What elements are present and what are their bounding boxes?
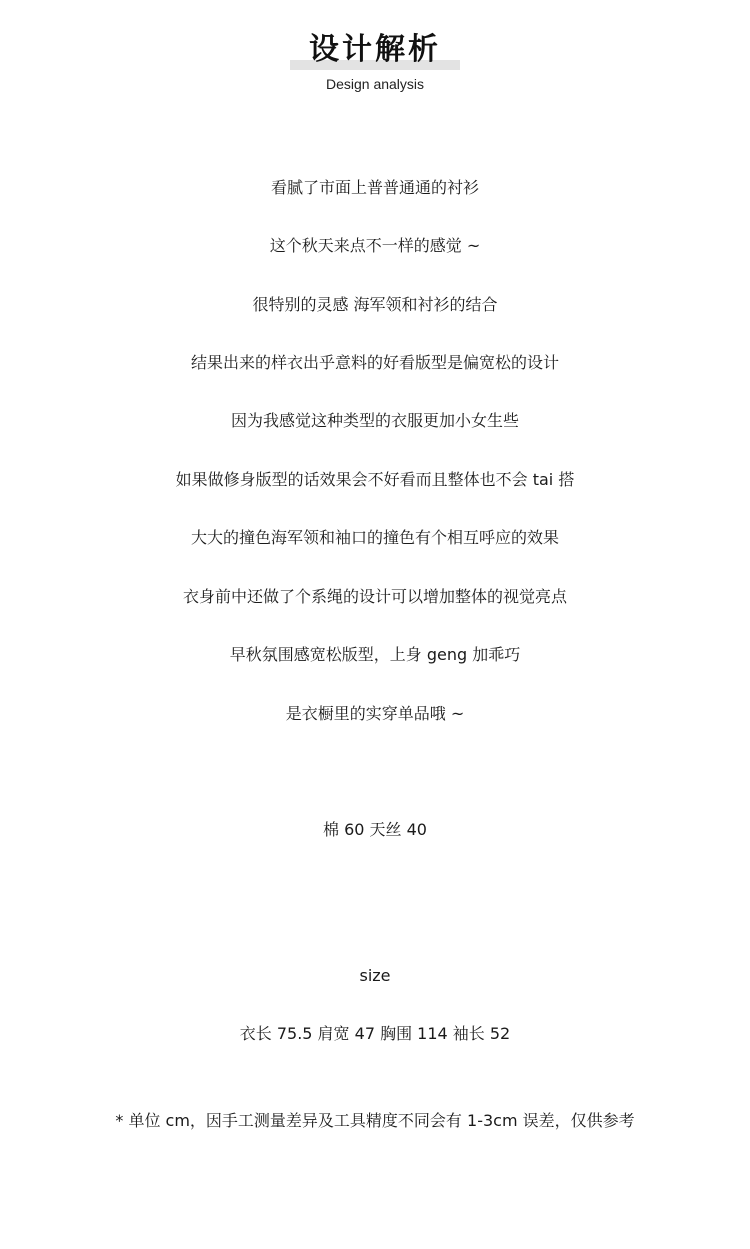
size-heading: size [359,966,391,985]
section-header [0,0,750,110]
description-line: 大大的撞色海军领和袖口的撞色有个相互呼应的效果 [190,528,559,547]
page-subtitle: Design analysis [325,76,425,92]
measurement-note: * 单位 cm，因手工测量差异及工具精度不同会有 1-3cm 误差，仅供参考 [115,1111,635,1130]
size-measurements: 衣长 75.5 肩宽 47 胸围 114 袖长 52 [239,1024,511,1043]
description-line: 看腻了市面上普普通通的衬衫 [270,178,479,197]
description-line: 衣身前中还做了个系绳的设计可以增加整体的视觉亮点 [182,587,567,606]
description-line: 如果做修身版型的话效果会不好看而且整体也不会 tai 搭 [175,470,575,489]
description-line: 结果出来的样衣出乎意料的好看版型是偏宽松的设计 [190,353,559,372]
description-line: 早秋氛围感宽松版型，上身 geng 加乖巧 [229,645,521,664]
description-line: 是衣橱里的实穿单品哦 ~ [285,704,465,723]
page-title: 设计解析 [309,32,441,67]
description-line: 很特别的灵感 海军领和衬衫的结合 [252,295,498,314]
description-line: 这个秋天来点不一样的感觉 ~ [269,236,481,255]
material-composition: 棉 60 天丝 40 [323,820,427,839]
description-line: 因为我感觉这种类型的衣服更加小女生些 [230,411,519,430]
